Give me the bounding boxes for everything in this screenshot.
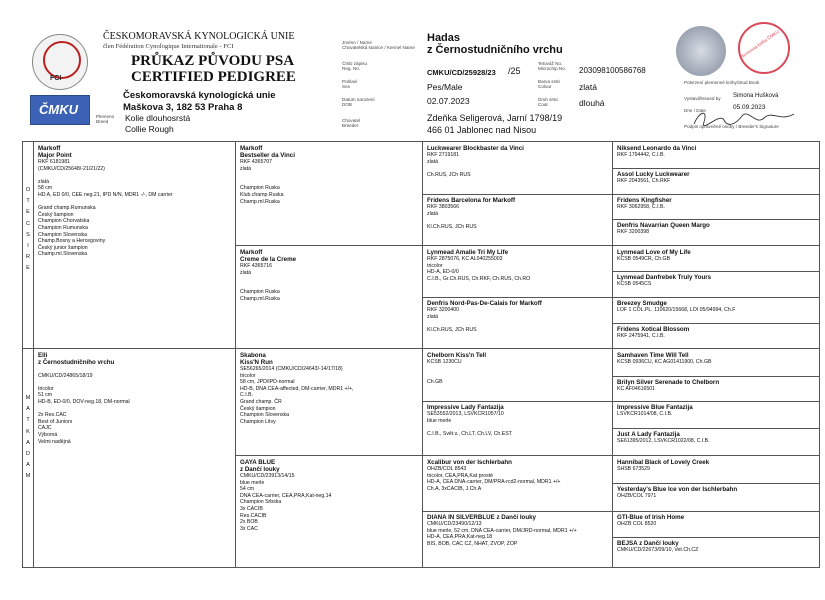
- detail-line: Champ.Bosny a Hercegoviny: [38, 238, 106, 245]
- detail-line: zlatá: [427, 313, 438, 320]
- ancestor-name: Breezey Smudge: [617, 300, 667, 307]
- ancestor-name: Skabona: [240, 352, 266, 359]
- issued-by-label: Vystavil/Issued by: [684, 96, 721, 101]
- reg-suffix: /25: [508, 66, 521, 76]
- sex: Pes/Male: [427, 82, 463, 92]
- detail-line: Kl.Ch.RUS, JCh RUS: [427, 326, 477, 333]
- detail-line: 58 cm, JPD/IPD-normal: [240, 379, 295, 386]
- detail-line: Champion Ruska: [240, 289, 280, 296]
- detail-line: RKF 4365707: [240, 159, 273, 165]
- divider-gen2: [422, 141, 423, 568]
- detail-line: OHZB/COL 7971: [617, 493, 657, 499]
- ancestor-name: Denfris Navarrian Queen Margo: [617, 222, 710, 229]
- divider-g4-3: [612, 271, 820, 272]
- detail-line: KC AF04616501: [617, 386, 656, 392]
- detail-line: [38, 406, 232, 413]
- gen3-cell-4: [427, 300, 610, 347]
- detail-line: KCSB 1230CU: [427, 359, 462, 365]
- detail-line: 3x CAC: [240, 525, 258, 532]
- divider-gen1: [235, 141, 236, 568]
- detail-line: C.I.B., Gr.Ch.RUS, Ch.RKF, Ch.RUS, Ch.RO: [427, 275, 531, 282]
- gen4-cell-13: [617, 459, 817, 482]
- detail-line: RKF 2719181: [427, 152, 460, 158]
- detail-line: RKF 3200400: [427, 307, 460, 313]
- dog-name-line1: Hadas: [427, 32, 461, 44]
- dob: 02.07.2023: [427, 96, 470, 106]
- gen3-cell-7: [427, 459, 610, 510]
- gen4-cell-8: [617, 326, 817, 347]
- gen4-cell-3: [617, 197, 817, 218]
- divider-g3-2: [422, 297, 820, 298]
- detail-line: zlatá: [427, 210, 438, 217]
- detail-line: tricolor: [240, 372, 256, 379]
- gen4-cell-10: [617, 379, 817, 401]
- gen2-cell-3: [240, 352, 420, 453]
- gen2-cell-4: [240, 459, 420, 565]
- detail-line: Český šampion: [38, 211, 74, 218]
- sire-name-line1: Markoff: [38, 145, 61, 152]
- gen3-cell-8: [427, 514, 610, 566]
- sire-details: [38, 159, 232, 258]
- dam-side-label: [22, 393, 34, 483]
- detail-line: [427, 366, 610, 373]
- detail-line: RKF 2875076, KC AL040255003: [427, 256, 503, 262]
- detail-line: [240, 172, 420, 179]
- ancestor-name: GAYA BLUE: [240, 459, 276, 466]
- detail-line: (CMKU/CD/25648/-21/21/22): [38, 165, 105, 172]
- ancestor-name: Lynmead Love of My Life: [617, 249, 691, 256]
- detail-line: zlatá: [427, 158, 438, 165]
- detail-line: 51 cm: [38, 392, 53, 399]
- ancestor-name: Yesterday's Blue Ice von der Ischlerbahn: [617, 486, 738, 493]
- sire-side-label: [22, 185, 34, 275]
- ancestor-name: Brilyn Silver Serenade to Chelborn: [617, 379, 720, 386]
- breeder-line2: 466 01 Jablonec nad Nisou: [427, 125, 537, 135]
- detail-line: Grand champ.Rumunska: [38, 205, 96, 212]
- doc-title-cz: PRŮKAZ PŮVODU PSA: [131, 53, 295, 69]
- divider-g2-b: [235, 455, 820, 456]
- detail-line: Res.CACIB: [240, 512, 267, 519]
- detail-line: LOF 1 COL.PL. 110620/15668, LOI 05/94994, Ch.F: [617, 307, 736, 313]
- detail-line: SE56265/2014 (CMKU/CD/24643/-14/17/18): [240, 366, 343, 372]
- reg-no: CMKU/CD/25928/23: [427, 68, 496, 77]
- detail-line: C.I.B., Svět.v., Ch.LT, Ch.LV, Ch.EST: [427, 430, 512, 437]
- coat: dlouhá: [579, 98, 605, 108]
- ancestor-name: Creme de la Creme: [240, 256, 297, 263]
- ancestor-name: Lynmead Danfrebek Truly Yours: [617, 274, 712, 281]
- detail-line: DNA CEA-carrier, CEA,PRA,Kat-neg.14: [240, 492, 332, 499]
- detail-line: OHZB/COL 8543: [427, 466, 467, 472]
- fci-logo-text: FCI: [50, 75, 62, 82]
- detail-line: OHZB COL 8520: [617, 521, 657, 527]
- detail-line: CMKU/CD/23490/12/13: [427, 521, 482, 527]
- gen4-cell-12: [617, 431, 817, 454]
- globe-icon: [43, 41, 81, 79]
- detail-line: zlatá: [38, 178, 49, 185]
- ancestor-name: Denfris Nord-Pas-De-Calais for Markoff: [427, 300, 542, 307]
- detail-line: SHSB 673529: [617, 466, 650, 472]
- detail-line: Champion Rumunska: [38, 224, 88, 231]
- ancestor-name: Chelborn Kiss'n Tell: [427, 352, 487, 359]
- detail-line: blue merle: [427, 417, 452, 424]
- detail-line: [427, 165, 610, 172]
- detail-line: [427, 217, 610, 224]
- detail-line: LSVKCR1014/08, C.I.B.: [617, 411, 673, 417]
- ancestor-name: BEJŠA z Dančí louky: [617, 540, 679, 547]
- detail-line: RKF 2475941, C.I.B.: [617, 333, 665, 339]
- gen3-cell-2: [427, 197, 610, 244]
- ancestor-name: GTI-Blue of Irish Home: [617, 514, 685, 521]
- detail-line: HD-A, ED-0/0: [427, 269, 459, 276]
- detail-line: KCSB 0545CS: [617, 281, 652, 287]
- gen2-cell-1: [240, 145, 420, 243]
- gen3-cell-5: [427, 352, 610, 400]
- detail-line: 54 cm: [240, 486, 255, 493]
- detail-line: CMKU/CD/23913/14/15: [240, 473, 295, 479]
- detail-line: RKF 4365716: [240, 263, 273, 269]
- gen4-cell-9: [617, 352, 817, 375]
- detail-line: Grand champ. ČR: [240, 398, 282, 405]
- detail-line: tricolor: [38, 385, 54, 392]
- divider-g4-1: [612, 168, 820, 169]
- gen4-cell-2: [617, 171, 817, 193]
- detail-line: BIS, BOB, CAC CZ, NHAT, ZVOP, ZOP: [427, 540, 518, 547]
- ancestor-name: Samhaven Time Will Tell: [617, 352, 689, 359]
- detail-line: HD-A, CEA DNA-carrier, DM/PRA-rcd2-normal, MDR1 +/+: [427, 479, 561, 486]
- detail-line: [38, 366, 232, 373]
- detail-line: CMKU/CD/24865/18/19: [38, 372, 93, 379]
- detail-line: Klub.champ.Ruska: [240, 191, 284, 198]
- detail-line: HD-A, CEA,PRA,Kat-neg.18: [427, 534, 493, 541]
- detail-line: Champ.ml.Ruska: [240, 295, 280, 302]
- gen4-cell-7: [617, 300, 817, 322]
- issuer-address: Maškova 3, 182 53 Praha 8: [123, 102, 243, 113]
- microchip: 203098100586768: [579, 66, 646, 75]
- divider-g4-2: [612, 219, 820, 220]
- hologram-seal: [676, 26, 726, 76]
- detail-line: [38, 172, 232, 179]
- detail-line: Champ.ml.Ruska: [240, 198, 280, 205]
- divider-sire-dam: [22, 348, 820, 349]
- detail-line: tricolor: [427, 262, 443, 269]
- ancestor-name: Bestseller da Vinci: [240, 152, 295, 159]
- detail-line: HD-B, ED-0/0, DOV-neg.18, DM-normal: [38, 398, 130, 405]
- org-name: ČESKOMORAVSKÁ KYNOLOGICKÁ UNIE: [103, 31, 295, 42]
- ancestor-name: Markoff: [240, 249, 263, 256]
- divider-g4-4: [612, 323, 820, 324]
- detail-line: [240, 276, 420, 283]
- gen3-cell-6: [427, 404, 610, 454]
- detail-line: [38, 379, 232, 386]
- detail-line: Kl.Ch.RUS, JCh RUS: [427, 223, 477, 230]
- reg-label: Číslo zápisu Reg. No.: [342, 61, 368, 71]
- detail-line: Champion Slovenska: [240, 412, 290, 419]
- divider-gen3: [612, 141, 613, 568]
- divider-g4-8: [612, 537, 820, 538]
- detail-line: [240, 283, 420, 290]
- detail-line: Champion Ruska: [240, 185, 280, 192]
- hologram-label: Potvrzení plemenné knihy/Stud Book: [684, 80, 760, 85]
- ancestor-name: Fridens Kingfisher: [617, 197, 672, 204]
- ancestor-name: z Dančí louky: [240, 466, 280, 473]
- dob-label: Datum narození DOB: [342, 97, 375, 107]
- detail-line: zlatá: [240, 165, 251, 172]
- detail-line: RKF 3200398: [617, 229, 650, 235]
- detail-line: RKF 6181981: [38, 159, 71, 165]
- stamp-seal: [738, 22, 790, 74]
- signature-label: Podpis oprávněné osoby / Breeder's Signature: [684, 124, 779, 129]
- gen4-cell-6: [617, 274, 817, 296]
- breeder-line1: Zdeňka Seligerová, Jarní 1798/19: [427, 113, 563, 123]
- detail-line: 2x Res.CAC: [38, 412, 67, 419]
- breed-en: Collie Rough: [125, 124, 174, 134]
- dam-details: [38, 366, 232, 445]
- dam-name-line1: Elli: [38, 352, 48, 359]
- ancestor-name: Impressive Blue Fantazija: [617, 404, 693, 411]
- detail-line: Champion Srbska: [240, 499, 282, 506]
- detail-line: tricolor, CEA,PRA,Kat prosté: [427, 472, 494, 479]
- date-label: Dne / Date: [684, 108, 706, 113]
- gen2-cell-2: [240, 249, 420, 346]
- detail-line: Výborná: [38, 431, 58, 438]
- detail-line: HD-B, DNA CEA-affected, DM-carrier, MDR1 +/+,: [240, 385, 354, 392]
- gen3-cell-1: [427, 145, 610, 193]
- ancestor-name: Hannibal Black of Lovely Creek: [617, 459, 710, 466]
- detail-line: SE61395/2012, LSVKCR1022/08, C.I.B.: [617, 438, 710, 444]
- gen4-cell-16: [617, 540, 817, 566]
- detail-line: 2x BOB: [240, 519, 258, 526]
- sire-name-line2: Major Point: [38, 152, 72, 159]
- detail-line: [427, 424, 610, 431]
- ancestor-name: Luckwearer Blockbaster da Vinci: [427, 145, 524, 152]
- dam-cell: [38, 352, 232, 564]
- ancestor-name: Xcalibur von der Ischlerbahn: [427, 459, 512, 466]
- ancestor-name: Assol Lucky Luckwearer: [617, 171, 690, 178]
- divider-g4-6: [612, 428, 820, 429]
- sire-side-text: O T E C S I R E: [25, 187, 31, 272]
- cmku-logo: [30, 95, 90, 125]
- detail-line: 3x CACIB: [240, 505, 263, 512]
- divider-g3-4: [422, 511, 820, 512]
- ancestor-name: Lynmead Amalie Tri My Life: [427, 249, 509, 256]
- gen4-cell-15: [617, 514, 817, 536]
- doc-title-en: CERTIFIED PEDIGREE: [131, 69, 296, 85]
- detail-line: Champion Litvy: [240, 418, 276, 425]
- detail-line: RKF 3062958, C.I.B.: [617, 204, 665, 210]
- detail-line: C.I.B.: [240, 392, 253, 399]
- detail-line: 58 cm: [38, 185, 53, 192]
- detail-line: SE53552/2013, LSVKCR1057/10: [427, 411, 504, 417]
- fci-logo: [32, 34, 88, 90]
- gen4-cell-11: [617, 404, 817, 427]
- detail-line: [38, 199, 232, 206]
- detail-line: [427, 320, 610, 327]
- detail-line: Český junior šampion: [38, 244, 88, 251]
- detail-line: Velmi nadějná: [38, 438, 71, 445]
- detail-line: Champ.ml.Slovenska: [38, 251, 88, 258]
- dog-name-line2: z Černostudničního vrchu: [427, 44, 563, 56]
- colour: zlatá: [579, 82, 597, 92]
- ancestor-name: Kiss'N Run: [240, 359, 273, 366]
- ancestor-name: Fridens Barcelona for Markoff: [427, 197, 516, 204]
- issue-date: 05.09.2023: [733, 104, 766, 111]
- dam-side-text: M A T K A D A M: [25, 395, 31, 480]
- sire-cell: [38, 145, 232, 345]
- ancestor-name: DIANA IN SILVERBLUE z Dančí louky: [427, 514, 536, 521]
- breed-cz: Kolie dlouhosrstá: [125, 113, 191, 123]
- detail-line: RKF 1794442, C.I.B.: [617, 152, 665, 158]
- detail-line: [240, 179, 420, 186]
- detail-line: RKF 3803566: [427, 204, 460, 210]
- divider-g3-1: [422, 194, 820, 195]
- detail-line: Champion Slovenska: [38, 231, 88, 238]
- ancestor-name: Niksend Leonardo da Vinci: [617, 145, 697, 152]
- colour-label: Barva srsti Colour: [538, 79, 560, 89]
- dam-name-line2: z Černostudničního vrchu: [38, 359, 115, 366]
- issuer-name: Českomoravská kynologická unie: [123, 90, 276, 101]
- detail-line: blue merle: [240, 479, 265, 486]
- detail-line: RKF 2043561, Ch.RKF: [617, 178, 671, 184]
- gen4-cell-14: [617, 486, 817, 510]
- gen3-cell-3: [427, 249, 610, 296]
- coat-label: Druh srsti Coat: [538, 97, 558, 107]
- name-label: Jméno / Name Chovatelská stanice / Kennel Name: [342, 40, 415, 50]
- ancestor-name: Fridens Xotical Blossom: [617, 326, 690, 333]
- tattoo-label: Tetováž No. Microchip No.: [538, 61, 567, 71]
- detail-line: KCSB 0936CU, KC AG01411900, Ch.GB: [617, 359, 712, 365]
- detail-line: Champion Chorvatska: [38, 218, 90, 225]
- detail-line: KCSB 0549CR, Ch.GB: [617, 256, 671, 262]
- gen4-cell-5: [617, 249, 817, 270]
- detail-line: Best of Juniors: [38, 418, 73, 425]
- divider-g4-7: [612, 483, 820, 484]
- stamp-text: Plemenná kniha ČMKU: [738, 29, 780, 60]
- detail-line: blue merle, 52 cm, DNA CEA-carrier, DM/JRD-normal, MDR1 +/+: [427, 527, 577, 534]
- divider-g2-a: [235, 245, 820, 246]
- detail-line: zlatá: [240, 269, 251, 276]
- cmku-logo-text: ČMKU: [39, 102, 78, 117]
- detail-line: [427, 372, 610, 379]
- gen4-cell-1: [617, 145, 817, 167]
- gen4-cell-4: [617, 222, 817, 244]
- divider-g3-3: [422, 401, 820, 402]
- ancestor-name: Impressive Lady Fantazija: [427, 404, 504, 411]
- divider-g4-5: [612, 376, 820, 377]
- breeder-label: Chovatel Breeder: [342, 118, 361, 128]
- ancestor-name: Markoff: [240, 145, 263, 152]
- detail-line: HD A, ED 0/0, CEE neg.21, IPD N/N, MDR1 -/-, DM carrier: [38, 191, 173, 198]
- ancestor-name: Just A Lady Fantazija: [617, 431, 680, 438]
- issued-by: Simona Hušková: [733, 93, 779, 99]
- detail-line: Ch.RUS, JCh RUS: [427, 171, 471, 178]
- breed-label: Plemeno Breed: [96, 114, 115, 124]
- detail-line: CMKU/CD/22673/09/10, Vet.Ch.CZ: [617, 547, 699, 553]
- detail-line: Český šampion: [240, 405, 276, 412]
- detail-line: Ch.A, 3xCACIB, J.Ch.A: [427, 485, 482, 492]
- sex-label: Pohlaví Sex: [342, 79, 358, 89]
- detail-line: CAJC: [38, 425, 52, 432]
- org-member: člen Fédération Cynologique Internationale - FCI: [103, 43, 234, 50]
- detail-line: Ch.GB: [427, 378, 443, 385]
